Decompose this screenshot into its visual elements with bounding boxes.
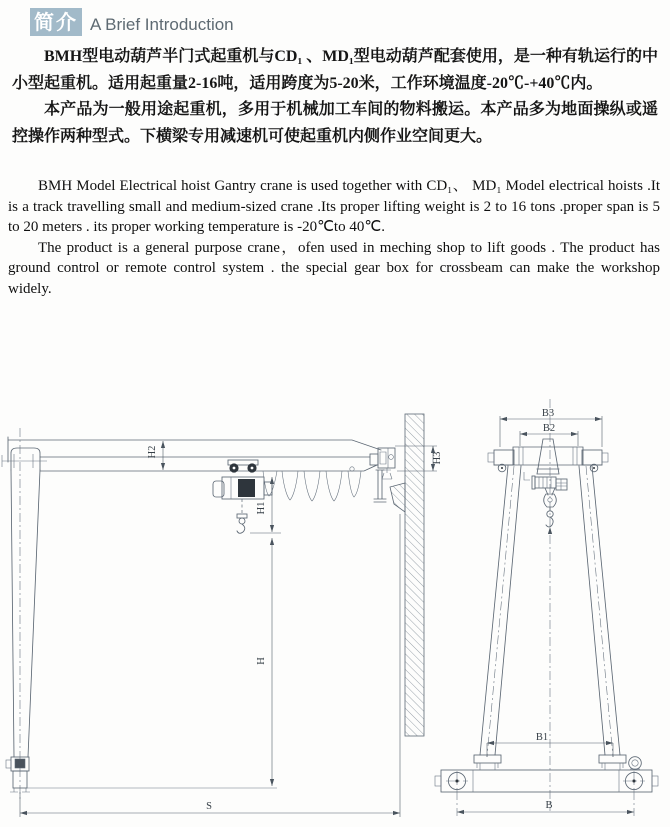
side-view-drawing	[435, 399, 658, 816]
dim-label-h1: H1	[256, 501, 267, 515]
dim-label-b1: B1	[535, 732, 549, 743]
technical-drawings	[0, 395, 670, 827]
crane-leg	[2, 428, 47, 800]
section-badge: 简介	[30, 8, 82, 36]
intro-zh-paragraph-2: 本产品为一般用途起重机，多用于机械加工车间的物料搬运。本产品多为地面操纵或遥控操作两种型式。下横梁专用减速机可使起重机内侧作业空间更大。	[12, 101, 658, 145]
hook-icon	[546, 507, 553, 527]
dim-label-h: H	[256, 657, 267, 665]
dim-label-h2: H2	[147, 445, 158, 459]
dimension-s	[20, 514, 400, 817]
intro-english	[8, 176, 660, 299]
dim-label-s: S	[206, 801, 212, 812]
dim-label-h3: H3	[432, 451, 443, 465]
intro-en-paragraph-2: The product is a general purpose crane，ofen used in meching shop to lift goods . The product has ground control or remote control system . the special gear box for crossbeam can make the workshop widely.	[8, 239, 660, 297]
main-girder	[8, 437, 381, 471]
wall-corbel	[390, 483, 405, 512]
section-header	[30, 8, 234, 36]
hook-icon	[237, 514, 247, 533]
intro-zh-paragraph-1: BMH型电动葫芦半门式起重机与CD₁ 、MD₁型电动葫芦配套使用，是一种有轨运行的中小型起重机。适用起重量2-16吨，适用跨度为5-20米，工作环境温度-20℃-+40℃内。	[12, 48, 658, 92]
dim-label-b: B	[545, 800, 553, 811]
top-crossbeam	[488, 447, 608, 472]
dim-label-b2: B2	[542, 423, 556, 434]
dimension-h2	[147, 441, 165, 470]
hoist-side-view	[524, 472, 567, 534]
dim-label-b3: B3	[541, 408, 555, 419]
rail-bracket	[374, 470, 386, 502]
intro-chinese	[12, 44, 658, 150]
front-view-drawing	[2, 414, 443, 817]
intro-en-paragraph-1: BMH Model Electrical hoist Gantry crane is used together with CD₁、 MD₁ Model electrical hoists .It is a track travelling small and medium-sized crane .Its proper lifting weight is 2 to 16 tons .proper span is 5 to 20 meters . its proper working temperature is -20℃to 40℃.	[8, 178, 660, 235]
travel-gearbox	[629, 757, 642, 770]
end-carriage	[370, 448, 395, 479]
dimension-h	[256, 538, 274, 786]
dimension-b2	[520, 423, 578, 446]
cable-trolley	[350, 467, 354, 471]
girder-section	[537, 439, 559, 474]
ground-wheel-block	[6, 757, 30, 792]
festoon-cables	[263, 467, 361, 501]
dimension-b	[457, 791, 634, 816]
bottom-crossbeam	[435, 770, 658, 792]
section-title: A Brief Introduction	[90, 15, 234, 34]
